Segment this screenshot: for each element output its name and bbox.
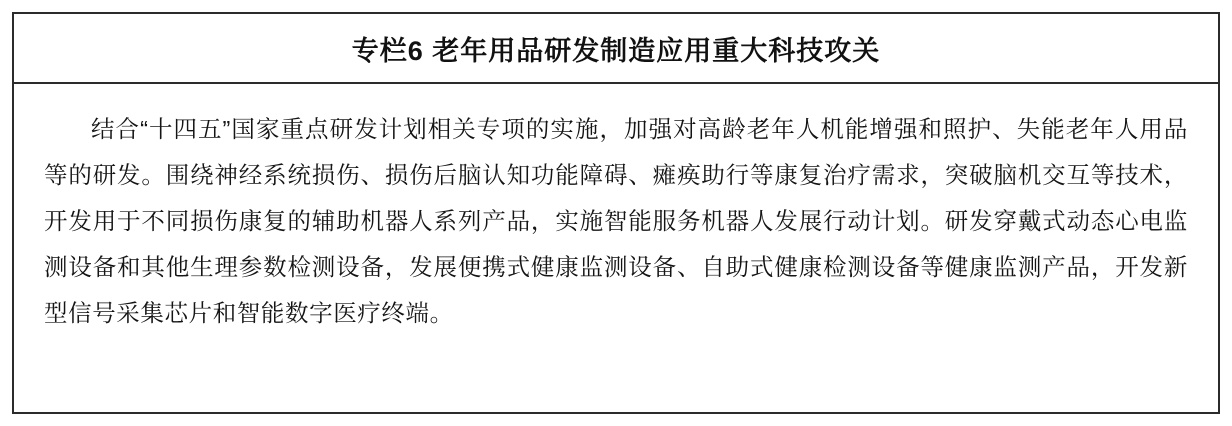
callout-box-paragraph: 结合“十四五”国家重点研发计划相关专项的实施，加强对高龄老年人机能增强和照护、失能老年人用品等的研发。围绕神经系统损伤、损伤后脑认知功能障碍、瘫痪助行等康复治疗需求，突破脑机交互等技术，开发用于不同损伤康复的辅助机器人系列产品，实施智能服务机器人发展行动计划。研发穿戴式动态心电监测设备和其他生理参数检测设备，发展便携式健康监测设备、自助式健康检测设备等健康监测产品，开发新型信号采集芯片和智能数字医疗终端。 (44, 116, 1188, 326)
callout-box-header (14, 14, 1218, 84)
callout-box-body (14, 84, 1218, 350)
callout-box (12, 12, 1220, 414)
callout-box-title: 专栏6 老年用品研发制造应用重大科技攻关 (351, 35, 881, 66)
